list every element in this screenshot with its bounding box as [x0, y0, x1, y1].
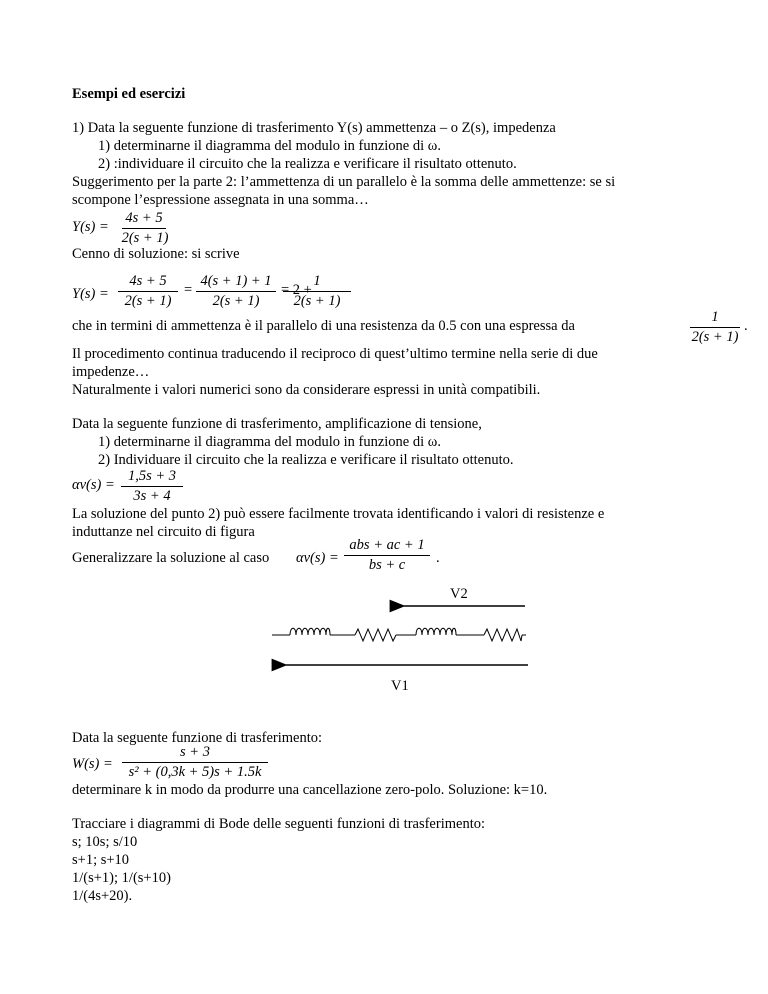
ex4-line-1: s; 10s; s/10 — [72, 834, 138, 850]
ex1-note: Naturalmente i valori numerici sono da considerare espressi in unità compatibili. — [72, 382, 541, 398]
ex1-hint-line-2: scompone l’espressione assegnata in una somma… — [72, 192, 369, 208]
ex2-generalize-text: Generalizzare la soluzione al caso — [72, 550, 270, 566]
ex2-item-1: 1) determinarne il diagramma del modulo in funzione di ω. — [98, 434, 441, 450]
formula-general-numerator: abs + ac + 1 — [349, 537, 425, 553]
formula-2-denominator-3: 2(s + 1) — [293, 293, 341, 309]
ex1-item-1: 1) determinarne il diagramma del modulo in funzione di ω. — [98, 138, 441, 154]
v2-label: V2 — [450, 586, 468, 602]
formula-1-lhs: Y(s) = — [72, 219, 109, 235]
formula-w-numerator: s + 3 — [180, 744, 210, 760]
ex4-line-4: 1/(4s+20). — [72, 888, 133, 904]
formula-general-lhs: αv(s) = — [296, 550, 339, 566]
formula-w-lhs: W(s) = — [72, 756, 113, 772]
ex1-procedure-line-1: Il procedimento continua traducendo il reciproco di quest’ultimo termine nella serie di due — [72, 346, 598, 362]
ex1-intro: 1) Data la seguente funzione di trasferimento Y(s) ammettenza – o Z(s), impedenza — [72, 120, 556, 136]
page-title: Esempi ed esercizi — [72, 86, 186, 102]
ex4-line-2: s+1; s+10 — [72, 852, 130, 868]
ex1-cenno: Cenno di soluzione: si scrive — [72, 246, 240, 262]
formula-2-denominator-1: 2(s + 1) — [124, 293, 172, 309]
resistor-2 — [484, 629, 522, 641]
formula-2-equals-2: = 2 + — [281, 282, 312, 298]
formula-2-numerator-1: 4s + 5 — [129, 273, 167, 289]
ex4-line-3: 1/(s+1); 1/(s+10) — [72, 870, 171, 886]
formula-w-bar — [122, 762, 268, 763]
ex2-solution-line-2: induttanze nel circuito di figura — [72, 524, 255, 540]
ex1-che-text: che in termini di ammettenza è il parallelo di una resistenza da 0.5 con una espressa da — [72, 318, 575, 334]
ex3-determine: determinare k in modo da produrre una cancellazione zero-polo. Soluzione: k=10. — [72, 782, 548, 798]
formula-2-equals-1: = — [184, 282, 193, 298]
ex1-item-2: 2) :individuare il circuito che la realizza e verificare il risultato ottenuto. — [98, 156, 517, 172]
formula-2-lhs: Y(s) = — [72, 286, 109, 302]
ex3-intro: Data la seguente funzione di trasferimento: — [72, 730, 323, 746]
formula-general-denominator: bs + c — [368, 557, 406, 573]
ex4-intro: Tracciare i diagrammi di Bode delle seguenti funzioni di trasferimento: — [72, 816, 485, 832]
inductor-1 — [290, 628, 330, 635]
ex2-solution-line-1: La soluzione del punto 2) può essere facilmente trovata identificando i valori di resistenze e — [72, 506, 605, 522]
formula-2-numerator-3: 1 — [313, 273, 321, 289]
formula-1-denominator: 2(s + 1) — [121, 230, 169, 246]
inductor-2 — [416, 628, 456, 635]
formula-alpha-numerator: 1,5s + 3 — [127, 468, 177, 484]
formula-2-numerator-2: 4(s + 1) + 1 — [200, 273, 272, 289]
formula-general-period: . — [436, 550, 440, 566]
ex2-intro: Data la seguente funzione di trasferimento, amplificazione di tensione, — [72, 416, 482, 432]
formula-w-denominator: s² + (0,3k + 5)s + 1.5k — [128, 764, 262, 780]
ex1-procedure-line-2: impedenze… — [72, 364, 150, 380]
formula-1-numerator: 4s + 5 — [125, 210, 163, 226]
che-fraction-denominator: 2(s + 1) — [691, 329, 739, 345]
che-period: . — [744, 318, 748, 334]
ex2-item-2: 2) Individuare il circuito che la realizza e verificare il risultato ottenuto. — [98, 452, 514, 468]
resistor-1 — [355, 629, 396, 641]
che-fraction-numerator: 1 — [711, 309, 719, 325]
ex1-hint-line-1: Suggerimento per la parte 2: l’ammettenza di un parallelo è la somma delle ammettenze: se si — [72, 174, 616, 190]
formula-2-denominator-2: 2(s + 1) — [212, 293, 260, 309]
formula-alpha-lhs: αv(s) = — [72, 477, 115, 493]
v1-label: V1 — [391, 678, 409, 694]
formula-alpha-denominator: 3s + 4 — [133, 488, 171, 504]
